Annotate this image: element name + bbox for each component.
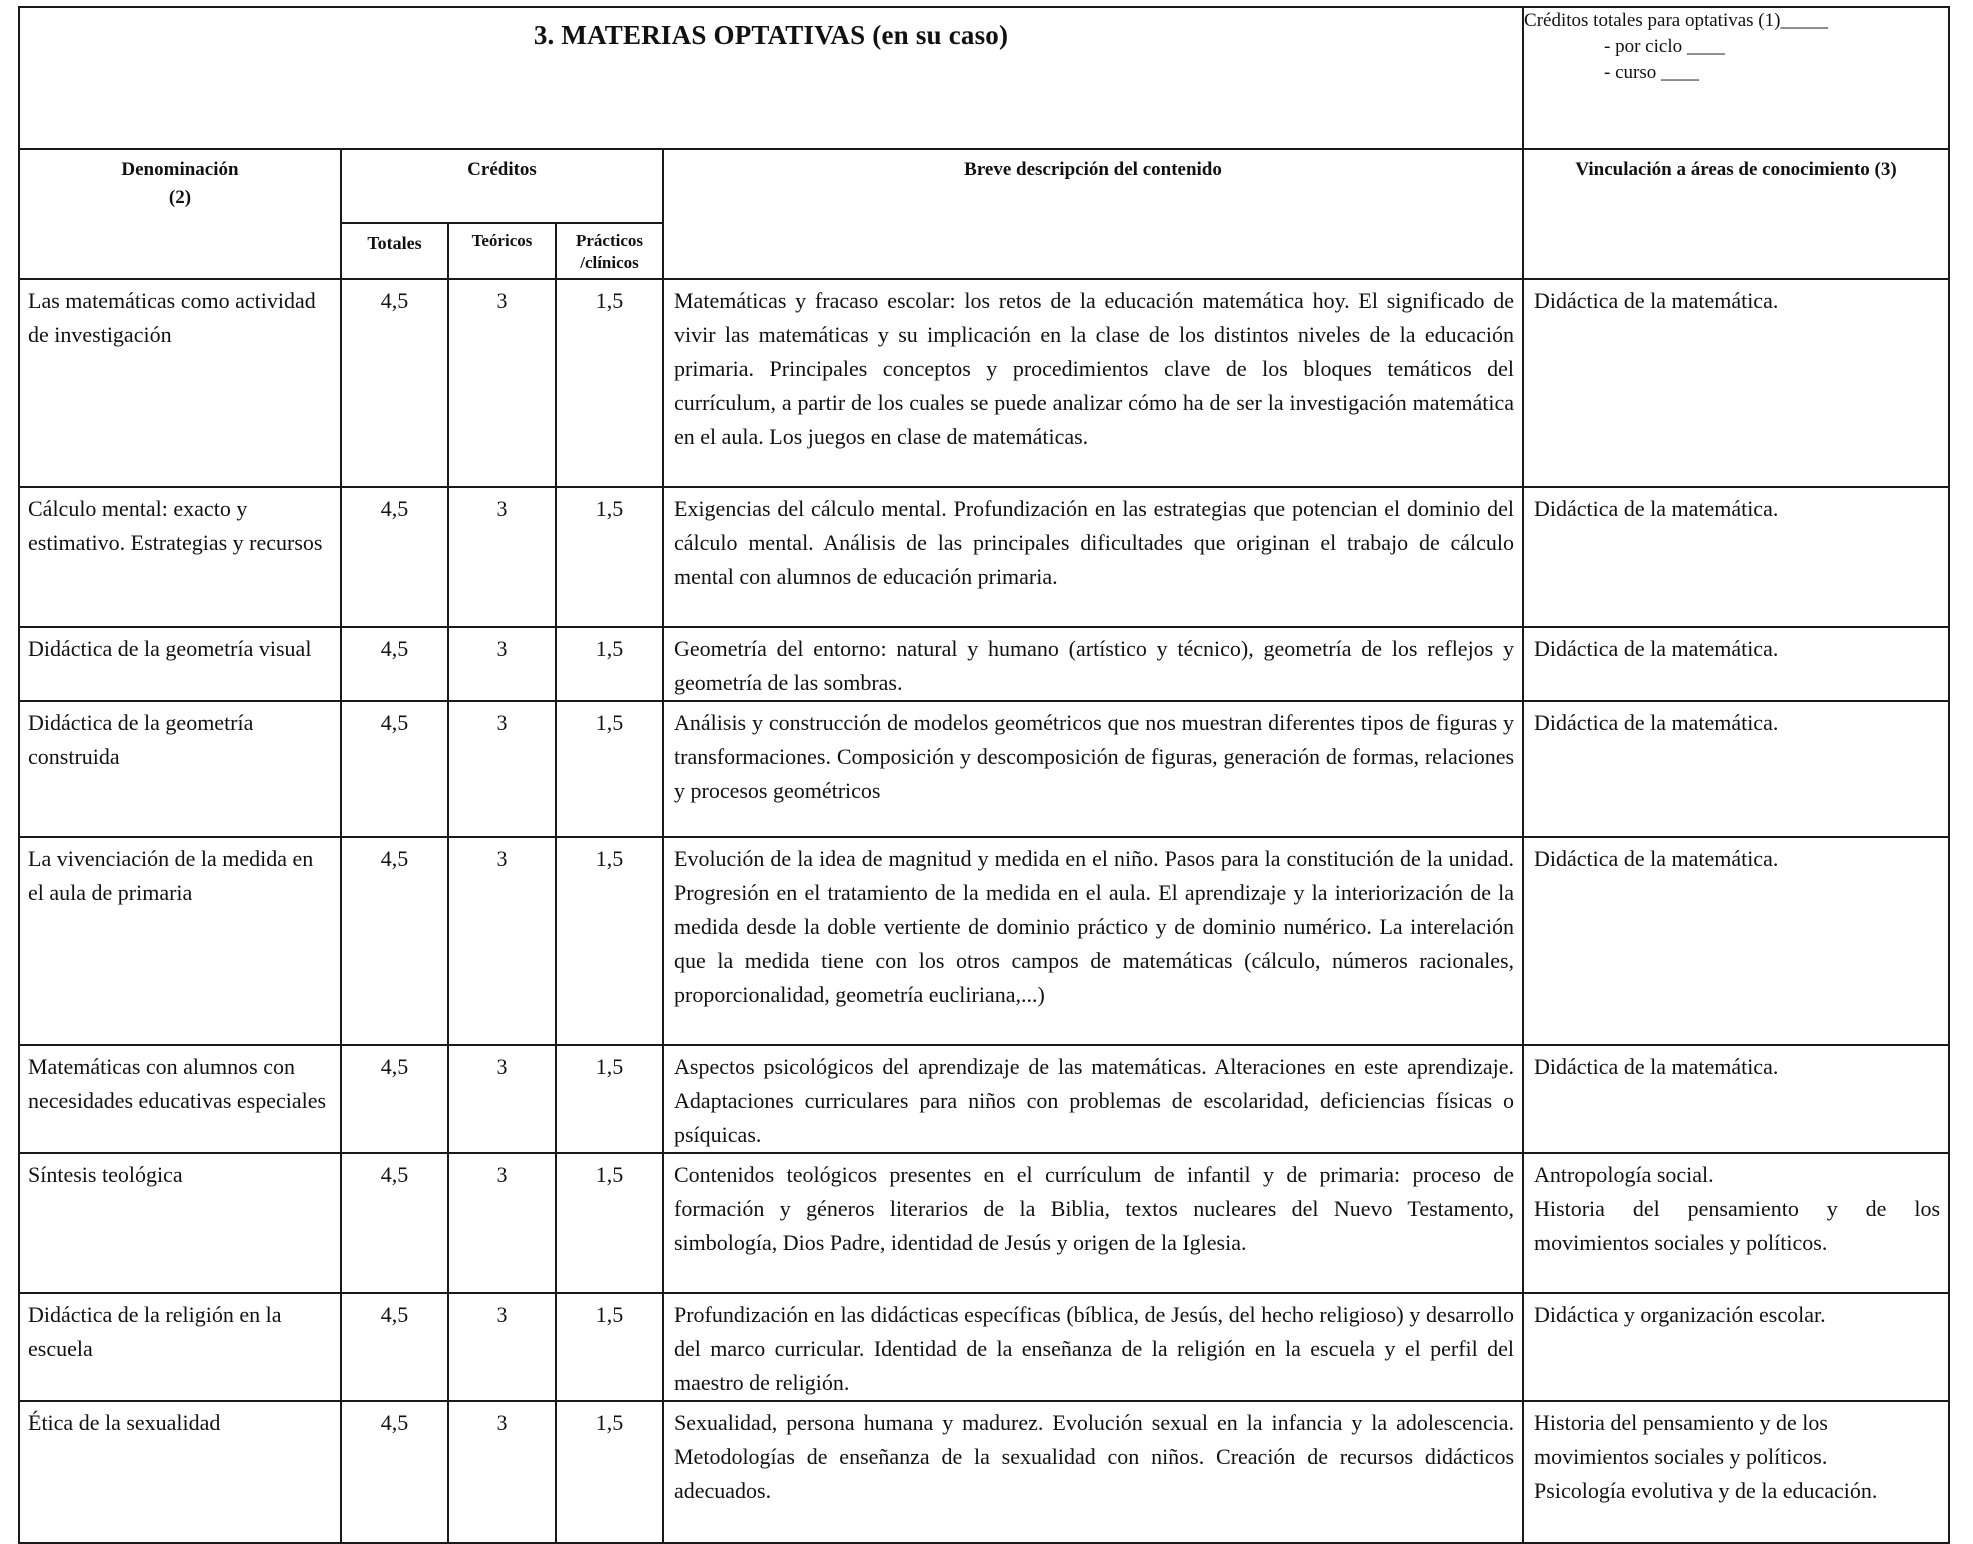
subject-description: Profundización en las didácticas específicas (bíblica, de Jesús, del hecho religioso) y desarrollo del marco curricular. Identidad de la enseñanza de la religión en la escuela y el perfil del maestro de religión. bbox=[663, 1293, 1523, 1401]
title-cell bbox=[19, 7, 1523, 149]
knowledge-area bbox=[1523, 1293, 1949, 1401]
credits-teoricos: 3 bbox=[448, 279, 556, 487]
header-vinculacion: Vinculación a áreas de conocimiento (3) bbox=[1523, 149, 1949, 279]
credits-totales: 4,5 bbox=[341, 279, 448, 487]
credits-practicos: 1,5 bbox=[556, 1401, 663, 1543]
credits-practicos: 1,5 bbox=[556, 1153, 663, 1293]
credits-teoricos: 3 bbox=[448, 1045, 556, 1153]
header-denominacion-label: Denominación bbox=[121, 159, 239, 180]
subject-description: Geometría del entorno: natural y humano (artístico y técnico), geometría de los reflejos y geometría de las sombras. bbox=[663, 627, 1523, 701]
credits-teoricos: 3 bbox=[448, 1293, 556, 1401]
credits-practicos: 1,5 bbox=[556, 487, 663, 627]
subject-description: Evolución de la idea de magnitud y medida en el niño. Pasos para la constitución de la unidad. Progresión en el tratamiento de la medida en el aula. El aprendizaje y la interiorización de la medida desde la doble vertiente de dominio práctico y de dominio numérico. La interelación que la medida tiene con los otros campos de matemáticas (cálculo, números racionales, proporcionalidad, geometría eucliriana,...) bbox=[663, 837, 1523, 1045]
knowledge-area bbox=[1523, 1153, 1949, 1293]
header-teoricos: Teóricos bbox=[448, 223, 556, 279]
header-creditos: Créditos bbox=[341, 149, 663, 223]
knowledge-area bbox=[1523, 627, 1949, 701]
knowledge-area bbox=[1523, 279, 1949, 487]
knowledge-area-line: Didáctica y organización escolar. bbox=[1534, 1302, 1826, 1327]
credits-ciclo-line: - por ciclo ____ bbox=[1604, 36, 1725, 57]
credits-box bbox=[1523, 7, 1949, 149]
credits-teoricos: 3 bbox=[448, 487, 556, 627]
credits-totales: 4,5 bbox=[341, 1401, 448, 1543]
page-title: 3. MATERIAS OPTATIVAS (en su caso) bbox=[533, 20, 1009, 50]
knowledge-area-line: Psicología evolutiva y de la educación. bbox=[1534, 1478, 1878, 1503]
credits-teoricos: 3 bbox=[448, 627, 556, 701]
credits-totales: 4,5 bbox=[341, 487, 448, 627]
header-totales: Totales bbox=[341, 223, 448, 279]
credits-curso-line: - curso ____ bbox=[1604, 62, 1700, 83]
subject-name: Ética de la sexualidad bbox=[19, 1401, 341, 1543]
subject-description: Análisis y construcción de modelos geométricos que nos muestran diferentes tipos de figuras y transformaciones. Composición y descomposición de figuras, generación de formas, relaciones y procesos geométricos bbox=[663, 701, 1523, 837]
subject-name: Didáctica de la geometría visual bbox=[19, 627, 341, 701]
table-row bbox=[19, 1153, 1949, 1293]
subject-name: Didáctica de la geometría construida bbox=[19, 701, 341, 837]
credits-practicos: 1,5 bbox=[556, 1293, 663, 1401]
knowledge-area bbox=[1523, 487, 1949, 627]
credits-teoricos: 3 bbox=[448, 1401, 556, 1543]
credits-totales: 4,5 bbox=[341, 1293, 448, 1401]
knowledge-area-line: Antropología social. bbox=[1534, 1162, 1714, 1187]
knowledge-area-line: Didáctica de la matemática. bbox=[1534, 846, 1779, 871]
credits-practicos: 1,5 bbox=[556, 279, 663, 487]
credits-totales: 4,5 bbox=[341, 701, 448, 837]
credits-practicos: 1,5 bbox=[556, 1045, 663, 1153]
header-denominacion bbox=[19, 149, 341, 279]
subject-name: Cálculo mental: exacto y estimativo. Estrategias y recursos bbox=[19, 487, 341, 627]
header-denominacion-note: (2) bbox=[168, 187, 192, 208]
credits-total-line: Créditos totales para optativas (1)_____ bbox=[1524, 10, 1828, 31]
knowledge-area-line: Didáctica de la matemática. bbox=[1534, 636, 1779, 661]
credits-practicos: 1,5 bbox=[556, 701, 663, 837]
table-row bbox=[19, 701, 1949, 837]
credits-totales: 4,5 bbox=[341, 1153, 448, 1293]
knowledge-area bbox=[1523, 701, 1949, 837]
header-descripcion: Breve descripción del contenido bbox=[663, 149, 1523, 279]
subject-description: Exigencias del cálculo mental. Profundización en las estrategias que potencian el dominio del cálculo mental. Análisis de las principales dificultades que originan el trabajo de cálculo mental con alumnos de educación primaria. bbox=[663, 487, 1523, 627]
knowledge-area-line: Didáctica de la matemática. bbox=[1534, 288, 1779, 313]
knowledge-area-line: Historia del pensamiento y de los movimientos sociales y políticos. bbox=[1534, 1196, 1941, 1255]
subject-name: Las matemáticas como actividad de investigación bbox=[19, 279, 341, 487]
credits-practicos: 1,5 bbox=[556, 627, 663, 701]
subject-name: La vivenciación de la medida en el aula de primaria bbox=[19, 837, 341, 1045]
credits-teoricos: 3 bbox=[448, 701, 556, 837]
subject-name: Síntesis teológica bbox=[19, 1153, 341, 1293]
knowledge-area-line: Didáctica de la matemática. bbox=[1534, 1054, 1779, 1079]
table-row bbox=[19, 279, 1949, 487]
subject-name: Matemáticas con alumnos con necesidades educativas especiales bbox=[19, 1045, 341, 1153]
table-row bbox=[19, 627, 1949, 701]
document-sheet bbox=[18, 6, 1948, 1544]
table-row bbox=[19, 837, 1949, 1045]
title-row bbox=[19, 7, 1949, 149]
optional-subjects-table bbox=[18, 6, 1950, 1544]
knowledge-area bbox=[1523, 1401, 1949, 1543]
table-row bbox=[19, 1045, 1949, 1153]
knowledge-area bbox=[1523, 837, 1949, 1045]
subject-name: Didáctica de la religión en la escuela bbox=[19, 1293, 341, 1401]
credits-teoricos: 3 bbox=[448, 1153, 556, 1293]
credits-teoricos: 3 bbox=[448, 837, 556, 1045]
knowledge-area bbox=[1523, 1045, 1949, 1153]
table-row bbox=[19, 487, 1949, 627]
knowledge-area-line: Didáctica de la matemática. bbox=[1534, 710, 1779, 735]
subject-description: Matemáticas y fracaso escolar: los retos de la educación matemática hoy. El significado de vivir las matemáticas y su implicación en la clase de los distintos niveles de la educación primaria. Principales conceptos y procedimientos clave de los bloques temáticos del currículum, a partir de los cuales se puede analizar cómo ha de ser la investigación matemática en el aula. Los juegos en clase de matemáticas. bbox=[663, 279, 1523, 487]
credits-practicos: 1,5 bbox=[556, 837, 663, 1045]
credits-totales: 4,5 bbox=[341, 1045, 448, 1153]
credits-totales: 4,5 bbox=[341, 627, 448, 701]
table-row bbox=[19, 1401, 1949, 1543]
header-row-1 bbox=[19, 149, 1949, 223]
knowledge-area-line: Didáctica de la matemática. bbox=[1534, 496, 1779, 521]
subject-description: Aspectos psicológicos del aprendizaje de las matemáticas. Alteraciones en este aprendizaje. Adaptaciones curriculares para niños con problemas de escolaridad, deficiencias físicas o psíquicas. bbox=[663, 1045, 1523, 1153]
header-practicos: Prácticos /clínicos bbox=[556, 223, 663, 279]
table-row bbox=[19, 1293, 1949, 1401]
credits-totales: 4,5 bbox=[341, 837, 448, 1045]
subject-description: Sexualidad, persona humana y madurez. Evolución sexual en la infancia y la adolescencia. Metodologías de enseñanza de la sexualidad con niños. Creación de recursos didácticos adecuados. bbox=[663, 1401, 1523, 1543]
subject-description: Contenidos teológicos presentes en el currículum de infantil y de primaria: proceso de formación y géneros literarios de la Biblia, textos nucleares del Nuevo Testamento, simbología, Dios Padre, identidad de Jesús y origen de la Iglesia. bbox=[663, 1153, 1523, 1293]
knowledge-area-line: Historia del pensamiento y de los movimientos sociales y políticos. bbox=[1534, 1410, 1828, 1469]
